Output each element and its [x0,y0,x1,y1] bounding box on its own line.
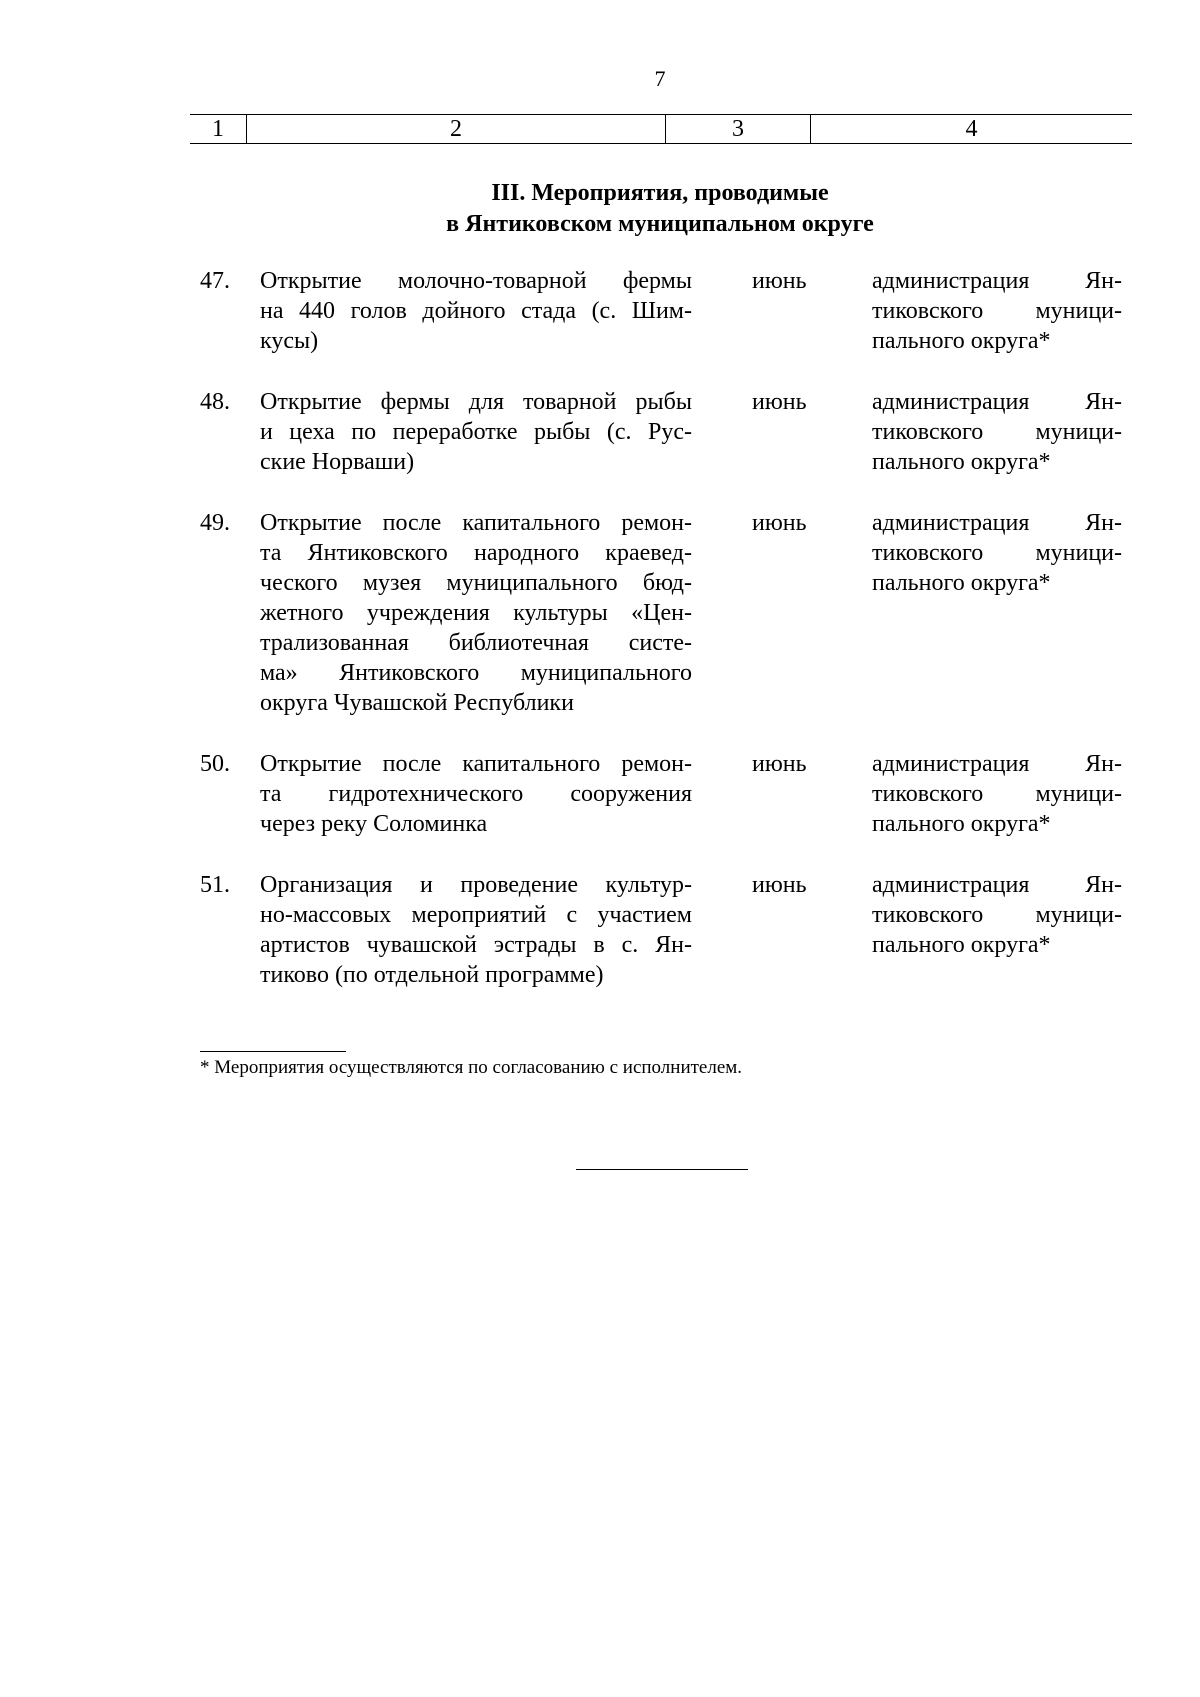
executor-line: пального округа* [872,449,1051,475]
description-line: через реку Соломинка [260,811,488,837]
description-line: Открытие молочно-товарной фермы [260,268,692,294]
page-number: 7 [654,66,666,91]
description-line: артистов чувашской эстрады в с. Ян- [260,932,692,958]
description-line: на 440 голов дойного стада (с. Шим- [260,298,692,324]
description-line: кусы) [260,328,319,354]
description-line: Открытие после капитального ремон- [260,751,692,777]
column-header-4: 4 [811,115,1133,144]
description-line: та гидротехнического сооружения [260,781,692,807]
event-month: июнь [752,510,807,536]
event-row [190,870,1132,990]
executor-line: администрация Ян- [872,872,1122,898]
section-title-line-2: в Янтиковском муниципальном округе [446,211,874,237]
event-number: 51. [200,872,230,898]
executor-line: администрация Ян- [872,751,1122,777]
event-month: июнь [752,872,807,898]
executor-line: пального округа* [872,570,1051,596]
event-number: 48. [200,389,230,415]
column-header-table [190,114,1132,144]
executor-line: пального округа* [872,328,1051,354]
executor-line: тиковского муници- [872,902,1122,928]
executor-line: пального округа* [872,811,1051,837]
event-month: июнь [752,268,807,294]
executor-line: тиковского муници- [872,781,1122,807]
column-header-3: 3 [666,115,811,144]
footnote-divider [200,1051,346,1052]
event-description [260,870,692,990]
event-description [260,387,692,477]
section-title [0,178,1200,240]
event-number: 49. [200,510,230,536]
description-line: округа Чувашской Республики [260,690,574,716]
executor-line: администрация Ян- [872,510,1122,536]
executor-line: пального округа* [872,932,1051,958]
description-line: ческого музея муниципального бюд- [260,570,692,596]
description-line: ма» Янтиковского муниципального [260,660,692,686]
event-number: 47. [200,268,230,294]
events-list [190,266,1132,1021]
description-line: ские Норваши) [260,449,415,475]
executor-line: тиковского муници- [872,298,1122,324]
footnote: * Мероприятия осуществляются по согласованию с исполнителем. [200,1057,743,1078]
column-header-2: 2 [247,115,666,144]
event-number: 50. [200,751,230,777]
description-line: Открытие после капитального ремон- [260,510,692,536]
description-line: тиково (по отдельной программе) [260,962,604,988]
event-row [190,266,1132,356]
description-line: но-массовых мероприятий с участием [260,902,692,928]
event-executor [872,749,1122,839]
event-row [190,508,1132,718]
description-line: жетного учреждения культуры «Цен- [260,600,692,626]
description-line: и цеха по переработке рыбы (с. Рус- [260,419,692,445]
event-executor [872,508,1122,598]
executor-line: тиковского муници- [872,540,1122,566]
description-line: Организация и проведение культур- [260,872,692,898]
event-description [260,266,692,356]
column-header-1: 1 [190,115,247,144]
executor-line: администрация Ян- [872,389,1122,415]
description-line: трализованная библиотечная систе- [260,630,692,656]
executor-line: администрация Ян- [872,268,1122,294]
column-header-row [190,115,1132,144]
description-line: Открытие фермы для товарной рыбы [260,389,692,415]
event-month: июнь [752,389,807,415]
event-description [260,749,692,839]
executor-line: тиковского муници- [872,419,1122,445]
event-executor [872,387,1122,477]
event-executor [872,870,1122,960]
description-line: та Янтиковского народного краевед- [260,540,692,566]
event-month: июнь [752,751,807,777]
event-executor [872,266,1122,356]
event-row [190,387,1132,477]
end-divider [576,1169,748,1170]
section-title-line-1: III. Мероприятия, проводимые [491,180,829,206]
event-row [190,749,1132,839]
event-description [260,508,692,718]
